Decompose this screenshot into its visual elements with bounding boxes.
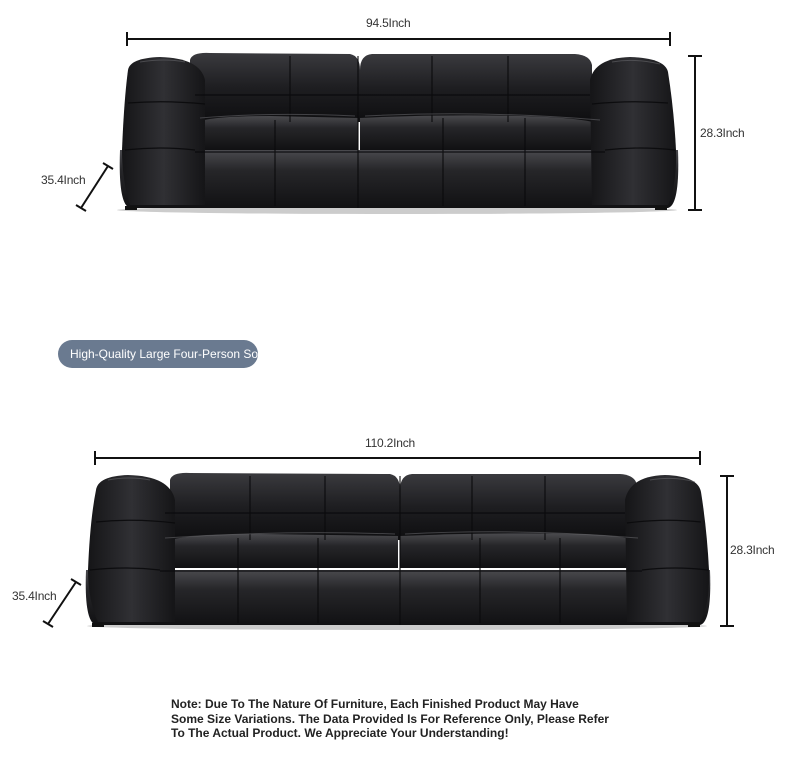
- depth-dimension-top: [76, 163, 113, 211]
- sofa-image-bottom: [86, 473, 711, 630]
- width-dimension-top: [127, 32, 670, 46]
- size-variation-note: Note: Due To The Nature Of Furniture, Each Finished Product May Have Some Size Variations. The Data Provided Is For Reference Only, Please Refer To The Actual Product. We Appreciate Your Understanding!: [171, 697, 609, 740]
- depth-label-top: 35.4Inch: [41, 173, 86, 187]
- height-label-bottom: 28.3Inch: [730, 543, 775, 557]
- product-title-banner: High-Quality Large Four-Person So: [58, 340, 258, 368]
- width-label-bottom: 110.2Inch: [365, 436, 416, 450]
- width-label-top: 94.5Inch: [366, 16, 411, 30]
- depth-dimension-bottom: [43, 579, 81, 627]
- width-dimension-bottom: [95, 451, 700, 465]
- sofa-image-top: [117, 53, 678, 214]
- depth-label-bottom: 35.4Inch: [12, 589, 57, 603]
- height-label-top: 28.3Inch: [700, 126, 745, 140]
